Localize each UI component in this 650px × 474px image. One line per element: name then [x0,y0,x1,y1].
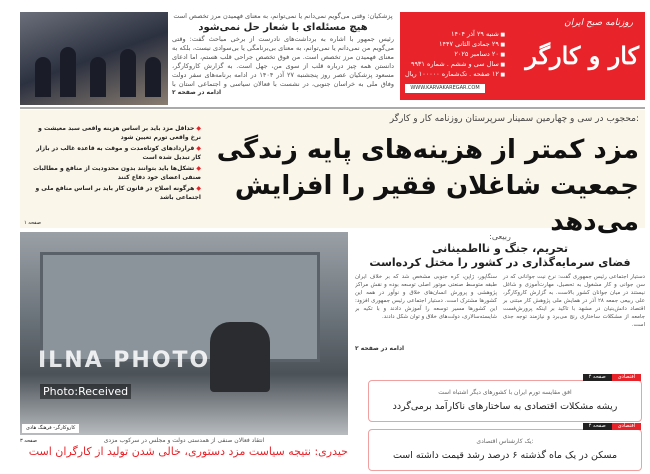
website-url[interactable]: WWW.KARVAKAREGAR.COM [405,84,485,93]
info-gregorian-date: ■ ۲۰ دسامبر ۲۰۲۵ [405,50,505,60]
lead-kicker: محجوب در سی و چهارمین سمینار سرپرستان روزنامه کار و کارگر: [389,114,639,124]
box-page: صفحه ۴ [583,374,612,381]
worker-photo [20,232,348,435]
photo-caption: کاروکارگر- فرهنگ هادی [22,424,79,433]
right-story [355,232,645,374]
info-hijri-date: ■ ۲۹ جمادی الثانی ۱۴۴۷ [405,40,505,50]
box-headline[interactable]: ریشه مشکلات اقتصادی به ساختارهای ناکارآمد برمی‌گردد [392,401,618,412]
worker-shape [210,322,270,392]
top-story-photo [20,12,168,105]
top-story [172,12,394,107]
photo-credit-overlay: Photo:Received [40,384,131,399]
photo-story-kicker: انتقاد فعالان صنفی از همدستی دولت و مجلس در سرکوب مزدی [103,437,265,444]
photo-watermark: ILNA PHOTO [38,348,211,373]
divider [20,107,645,109]
box-section: اقتصادی [612,423,641,430]
machine-shape [40,252,320,362]
photo-story-headline[interactable]: حیدری: نتیجه سیاست مزد دستوری، خالی شدن تولید از کارگران است [28,445,348,458]
top-story-headline[interactable]: هیچ مسئله‌ای با شعار حل نمی‌شود [198,22,368,33]
masthead [400,12,645,100]
issue-info [405,30,505,80]
box-kicker: یک کارشناس اقتصادی: [476,438,534,445]
info-price: ■ ۱۲ صفحه . تک‌شماره ۱۰۰۰۰۰ ریال [405,70,505,80]
right-story-headline-1[interactable]: تحریم، جنگ و نااطمینانی [432,242,568,255]
masthead-tagline: روزنامه صبح ایران [564,18,633,28]
lead-headline[interactable]: مزد کمتر از هزینه‌های پایه زندگی جمعیت شاغلان فقیر را افزایش می‌دهد [216,135,639,237]
top-story-kicker: پزشکیان: وقتی می‌گویم نمی‌دانم یا نمی‌توانم، به معنای فهمیدن مرز تخصص است [173,12,393,20]
right-story-continued[interactable]: ادامه در صفحه ۲ [355,345,405,352]
lead-bullet: ◆ حداقل مزد باید بر اساس هزینه واقعی سبد معیشت و نرخ واقعی تورم تعیین شود [26,124,201,142]
photo-story-page: صفحه ۳ [20,438,37,444]
lead-bullets [26,124,201,204]
info-date: ■ شنبه ۲۹ آذر ۱۴۰۴ [405,30,505,40]
lead-bullet: ◆ قراردادهای کوتاه‌مدت و موقت به قاعده غالب در بازار کار تبدیل شده است [26,144,201,162]
right-story-column: سنگاپور، ژاپن، کره جنوبی مشخص شد که بر خلاف ایران طبقه متوسط صنعتی موتور اصلی توسعه بوده و نقش مراکز پژوهشی و پرورش انسان‌های خلاق و نوآور در همه این کشورها مشترک است. دستیار اجتماعی رئیس جمهوری افزود: این کشورها مسیر توسعه را آموزش دادند و با تکیه بر شایسته‌سالاری، دولت‌های خلاق و توان شکل دادند. [355,274,497,320]
right-story-headline-2[interactable]: فضای سرمایه‌گذاری در کشور را مختل کرده‌است [369,256,631,269]
top-story-body: رئیس جمهور با اشاره به برداشت‌های نادرست از برخی مباحث گفت: وقتی می‌گویم من نمی‌دانم یا نمی‌توانم، به معنای بی‌برنامگی یا بی‌سوادی نیست، بلکه به معنای فهمیدن مرز تخصص است. من فوق تخصص جراحی قلب هستم، اما ادعای دانستن همه چیز درباره قلب از سوی من، جهل است. به گزارش کاروکارگر، مسعود پزشکیان عصر روز پنجشنبه ۲۷ آذر ۱۴۰۴ در ادامه برنامه‌های سفر دولت وفاق ملی به خراسان جنوبی، در نشست با فعالان سیاسی و اجتماعی استان با [172,35,394,88]
top-story-continued[interactable]: ادامه در صفحه ۲ [172,89,222,96]
lead-bullet: ◆ تشکل‌ها باید بتوانند بدون محدودیت از منافع و مطالبات صنفی اعضای خود دفاع کنند [26,164,201,182]
box-kicker: افق مقایسه تورم ایران با کشورهای دیگر اشتباه است [438,389,572,396]
economic-teaser-box[interactable] [368,423,642,471]
box-section: اقتصادی [612,374,641,381]
box-headline[interactable]: مسکن در یک ماه گذشته ۶ درصد رشد قیمت داشته است [392,450,618,461]
lead-page: صفحه ۱ [24,220,41,226]
right-story-column: دستیار اجتماعی رئیس جمهوری گفت: نرخ نیت جوانانی که در سن جوانی و کار مشغول به تحصیل، مهارت‌آموزی و شاغل نیستند در میان جوانان کشور بالاست. به گزارش کاروکارگر، علی ربیعی جمعه ۲۸ آذر در همایش ملی پژوهش کار مبتنی بر اقتصاد دانش‌بنیان در مشهد با تاکید بر اینکه پرورش‌فست جامعه از مشکلات ساختاری رنج می‌برد و نیازمند توجه جدی است. [503,274,645,328]
info-issue: ■ سال سی و ششم . شماره ۹۹۳۱ [405,60,505,70]
right-story-kicker: ربیعی: [489,232,511,241]
box-page: صفحه ۴ [583,423,612,430]
photo-story [20,435,348,474]
newspaper-logo: کار و کارگر [525,41,639,70]
lead-bullet: ◆ هرگونه اصلاح در قانون کار باید بر اساس منافع ملی و اجتماعی باشد [26,184,201,202]
economic-teaser-box[interactable] [368,374,642,422]
